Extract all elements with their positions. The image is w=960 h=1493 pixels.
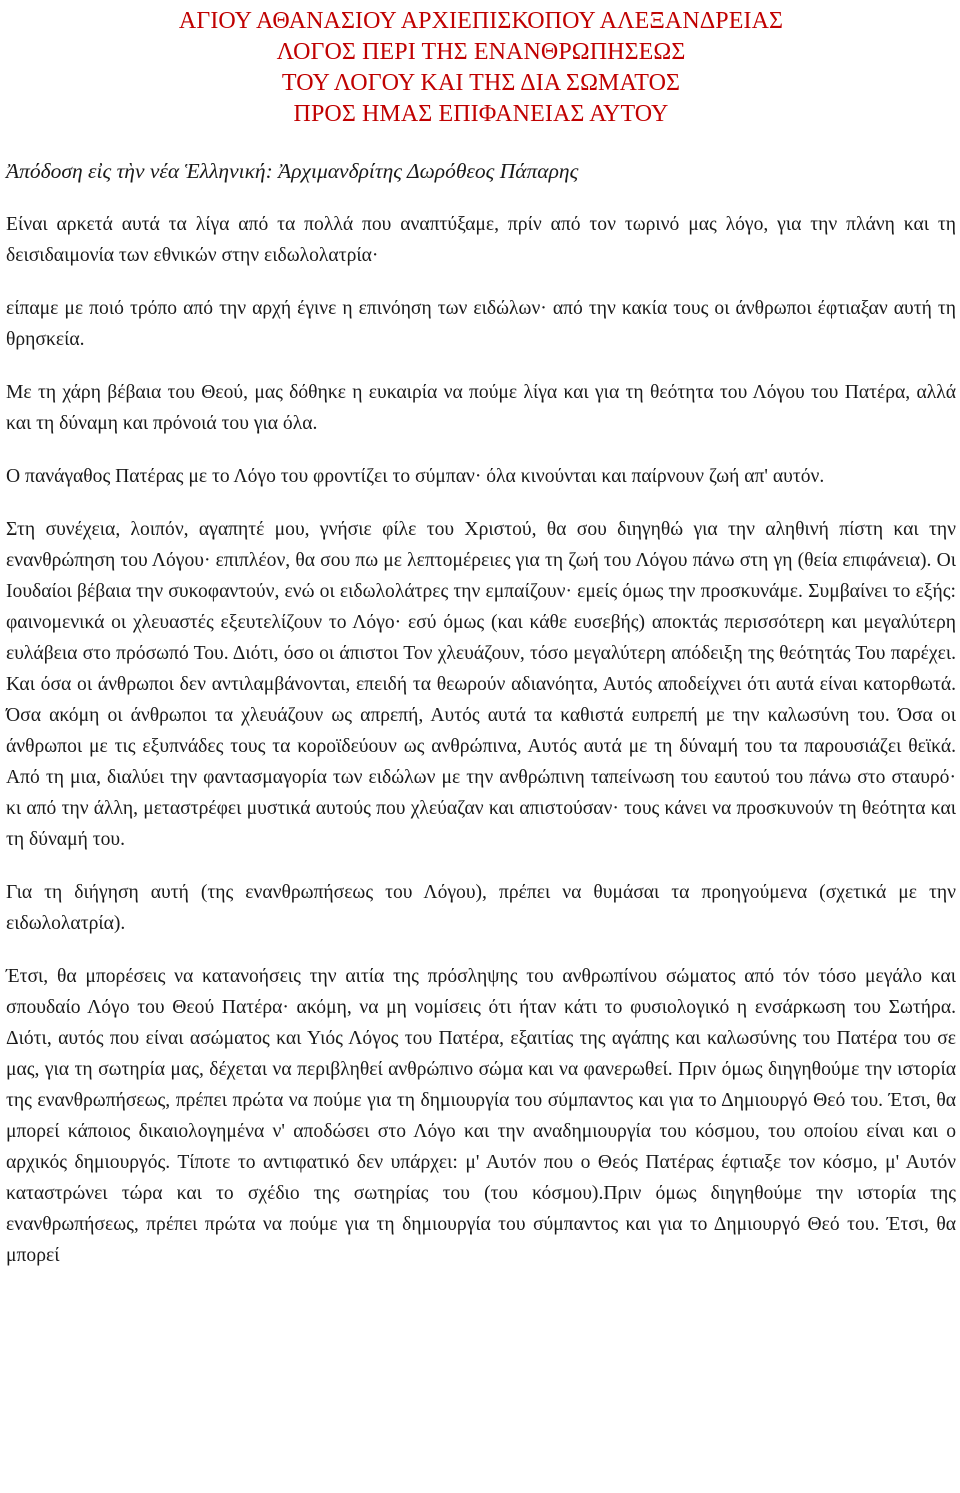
paragraph: Έτσι, θα μπορέσεις να κατανοήσεις την αιτία της πρόσληψης του ανθρωπίνου σώματος από τόν τόσο μεγάλο και σπουδαίο Λόγο του Θεού Πατέρα· ακόμη, να μη νομίσεις ότι ήταν κάτι το φυσιολογικό η ενσάρκωση του Σωτήρα. Διότι, αυτός που είναι ασώματος και Υιός Λόγος του Πατέρα, εξαιτίας της αγάπης και καλωσύνης του Πατέρα του σε μας, για τη σωτηρία μας, δέχεται να περιβληθεί ανθρώπινο σώμα και να φανερωθεί. Πριν όμως διηγηθούμε την ιστορία της ενανθρωπήσεως, πρέπει πρώτα να πούμε για τη δημιουργία του σύμπαντος και για το Δημιουργό Θεό του. Έτσι, θα μπορεί κάποιος δικαιολογημένα ν' αποδώσει στο Λόγο και την αναδημιουργία του κόσμου, του οποίου είναι και ο αρχικός δημιουργός. Τίποτε το αντιφατικό δεν υπάρχει: μ' Αυτόν που ο Θεός Πατέρας έφτιαξε τον κόσμο, μ' Αυτόν καταστρώνει τώρα και το σχέδιο της σωτηρίας του (του κόσμου).Πριν όμως διηγηθούμε την ιστορία της ενανθρωπήσεως, πρέπει πρώτα να πούμε για τη δημιουργία του σύμπαντος και για το Δημιουργό Θεό του. Έτσι, θα μπορεί [6, 966, 956, 1266]
title-line: ΤΟΥ ΛΟΓΟΥ ΚΑΙ ΤΗΣ ΔΙΑ ΣΩΜΑΤΟΣ [281, 70, 681, 96]
paragraph: Ο πανάγαθος Πατέρας με το Λόγο του φροντίζει το σύμπαν· όλα κινούνται και παίρνουν ζωή απ' αυτόν. [6, 466, 825, 487]
title-line: ΑΓΙΟΥ ΑΘΑΝΑΣΙΟΥ ΑΡΧΙΕΠΙΣΚΟΠΟΥ ΑΛΕΞΑΝΔΡΕΙΑΣ [178, 8, 784, 34]
document-title [6, 0, 956, 130]
paragraph: Με τη χάρη βέβαια του Θεού, μας δόθηκε η ευκαιρία να πούμε λίγα και για τη θεότητα του Λόγου του Πατέρα, αλλά και τη δύναμη και πρόνοιά του για όλα. [6, 382, 956, 434]
translator-credit: Ἀπόδοση εἰς τὴν νέα Ἑλληνική: Ἀρχιμανδρίτης Δωρόθεος Πάπαρης [6, 159, 579, 183]
title-line: ΛΟΓΟΣ ΠΕΡΙ ΤΗΣ ΕΝΑΝΘΡΩΠΗΣΕΩΣ [276, 39, 686, 65]
paragraph: Στη συνέχεια, λοιπόν, αγαπητέ μου, γνήσιε φίλε του Χριστού, θα σου διηγηθώ για την αληθινή πίστη και την ενανθρώπηση του Λόγου· επιπλέον, θα σου πω με λεπτομέρειες για τη ζωή του Λόγου πάνω στη γη (θεία επιφάνεια). Οι Ιουδαίοι βέβαια την συκοφαντούν, ενώ οι ειδωλολάτρες την εμπαίζουν· εμείς όμως την προσκυνάμε. Συμβαίνει το εξής: φαινομενικά οι χλευαστές εξευτελίζουν το Λόγο· εσύ όμως (και κάθε ευσεβής) αποκτάς περισσότερη και μεγαλύτερη ευλάβεια στο πρόσωπό Του. Διότι, όσο οι άπιστοι Τον χλευάζουν, τόσο μεγαλύτερη απόδειξη της θεότητάς Του παρέχει. Και όσα οι άνθρωποι δεν αντιλαμβάνονται, επειδή τα θεωρούν αδιανόητα, Αυτός αποδείχνει ότι αυτά είναι κατορθωτά. Όσα ακόμη οι άνθρωποι τα χλευάζουν ως απρεπή, Αυτός αυτά τα καθιστά ευπρεπή με την καλωσύνη του. Όσα οι άνθρωποι με τις εξυπνάδες τους τα κοροϊδεύουν ως ανθρώπινα, Αυτός αυτά με τη δύναμή του τα παρουσιάζει θεϊκά. Από τη μια, διαλύει την φαντασμαγορία των ειδώλων με την ανθρώπινη ταπείνωση του εαυτού του πάνω στο σταυρό· κι από την άλλη, μεταστρέφει μυστικά αυτούς που χλεύαζαν και απιστούσαν· τους κάνει να προσκυνούν τη θεότητα και τη δύναμή του. [6, 519, 956, 850]
paragraph: είπαμε με ποιό τρόπο από την αρχή έγινε η επινόηση των ειδώλων· από την κακία τους οι άνθρωποι έφτιαξαν αυτή τη θρησκεία. [6, 298, 956, 350]
title-line: ΠΡΟΣ ΗΜΑΣ ΕΠΙΦΑΝΕΙΑΣ ΑΥΤΟΥ [293, 101, 669, 127]
document-page [6, 0, 956, 1293]
paragraph: Για τη διήγηση αυτή (της ενανθρωπήσεως του Λόγου), πρέπει να θυμάσαι τα προηγούμενα (σχετικά με την ειδωλολατρία). [6, 882, 956, 934]
paragraph: Είναι αρκετά αυτά τα λίγα από τα πολλά που αναπτύξαμε, πρίν από τον τωρινό μας λόγο, για την πλάνη και τη δεισιδαιμονία των εθνικών στην ειδωλολατρία· [6, 214, 956, 266]
